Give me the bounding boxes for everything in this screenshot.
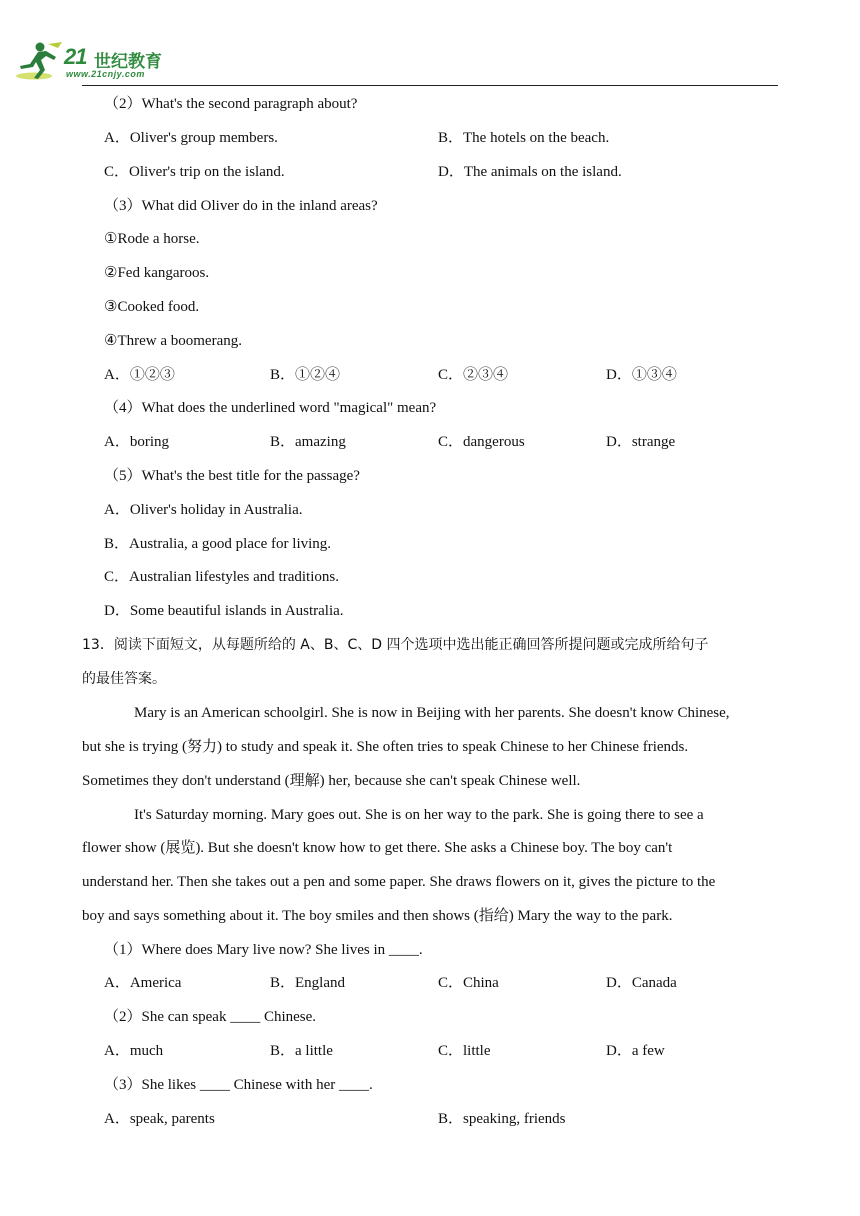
- q12-3-option-c[interactable]: C．②③④: [438, 367, 509, 383]
- q13-1-stem: （1）Where does Mary live now? She lives in ____.: [104, 942, 423, 958]
- passage-line: Sometimes they don't understand (理解) her, because she can't speak Chinese well.: [82, 773, 581, 789]
- q12-5-option-b[interactable]: B．Australia, a good place for living.: [104, 536, 332, 552]
- q12-3-option-d[interactable]: D．①③④: [606, 367, 677, 383]
- q12-4-stem: （4）What does the underlined word "magical" mean?: [104, 400, 437, 416]
- q12-2-option-d[interactable]: D．The animals on the island.: [438, 164, 622, 180]
- q12-3-stem: （3）What did Oliver do in the inland areas?: [104, 198, 378, 214]
- q13-1-option-a[interactable]: A．America: [104, 975, 182, 991]
- passage-line: It's Saturday morning. Mary goes out. She is on her way to the park. She is going there to see a: [134, 807, 704, 823]
- q13-1-option-d[interactable]: D．Canada: [606, 975, 677, 991]
- q13-3-option-a[interactable]: A．speak, parents: [104, 1111, 215, 1127]
- q13-1-option-b[interactable]: B．England: [270, 975, 345, 991]
- passage-line: boy and says something about it. The boy smiles and then shows (指给) Mary the way to the park.: [82, 908, 673, 924]
- q12-2-stem: （2）What's the second paragraph about?: [104, 96, 358, 112]
- q13-3-stem: （3）She likes ____ Chinese with her ____.: [104, 1077, 373, 1093]
- q13-instruction-line-1: 13．阅读下面短文，从每题所给的 A、B、C、D 四个选项中选出能正确回答所提问题或完成所给句子: [82, 637, 709, 653]
- page-header: [0, 0, 860, 90]
- q12-5-option-d[interactable]: D．Some beautiful islands in Australia.: [104, 603, 344, 619]
- q12-3-item-2: ②Fed kangaroos.: [104, 265, 210, 281]
- q12-5-option-c[interactable]: C．Australian lifestyles and traditions.: [104, 569, 339, 585]
- header-divider: [82, 85, 778, 86]
- q13-2-option-b[interactable]: B．a little: [270, 1043, 333, 1059]
- passage-line: understand her. Then she takes out a pen and some paper. She draws flowers on it, gives the picture to the: [82, 874, 716, 890]
- logo-text: 世纪教育: [94, 52, 162, 72]
- site-logo: [14, 40, 184, 84]
- q13-2-stem: （2）She can speak ____ Chinese.: [104, 1009, 317, 1025]
- q12-4-option-a[interactable]: A．boring: [104, 434, 169, 450]
- q13-1-option-c[interactable]: C．China: [438, 975, 499, 991]
- q12-2-option-b[interactable]: B．The hotels on the beach.: [438, 130, 610, 146]
- q12-3-option-a[interactable]: A．①②③: [104, 367, 175, 383]
- q12-3-item-1: ①Rode a horse.: [104, 231, 200, 247]
- q12-4-option-d[interactable]: D．strange: [606, 434, 676, 450]
- q12-4-option-b[interactable]: B．amazing: [270, 434, 346, 450]
- q12-3-option-b[interactable]: B．①②④: [270, 367, 341, 383]
- q13-2-option-c[interactable]: C．little: [438, 1043, 491, 1059]
- q13-instruction-line-2: 的最佳答案。: [82, 671, 166, 687]
- passage-line: Mary is an American schoolgirl. She is now in Beijing with her parents. She doesn't know Chinese,: [134, 705, 730, 721]
- q12-2-option-c[interactable]: C．Oliver's trip on the island.: [104, 164, 285, 180]
- q12-5-option-a[interactable]: A．Oliver's holiday in Australia.: [104, 502, 303, 518]
- q12-2-option-a[interactable]: A．Oliver's group members.: [104, 130, 278, 146]
- q13-2-option-a[interactable]: A．much: [104, 1043, 164, 1059]
- passage-line: flower show (展览). But she doesn't know how to get there. She asks a Chinese boy. The boy can't: [82, 840, 673, 856]
- passage-line: but she is trying (努力) to study and speak it. She often tries to speak Chinese to her Chinese friends.: [82, 739, 689, 755]
- q13-3-option-b[interactable]: B．speaking, friends: [438, 1111, 566, 1127]
- q12-5-stem: （5）What's the best title for the passage?: [104, 468, 360, 484]
- q13-2-option-d[interactable]: D．a few: [606, 1043, 665, 1059]
- q12-3-item-3: ③Cooked food.: [104, 299, 200, 315]
- runner-icon: [14, 40, 66, 82]
- q12-4-option-c[interactable]: C．dangerous: [438, 434, 525, 450]
- logo-number: 21: [64, 44, 87, 69]
- logo-url: www.21cnjy.com: [66, 69, 145, 79]
- q12-3-item-4: ④Threw a boomerang.: [104, 333, 242, 349]
